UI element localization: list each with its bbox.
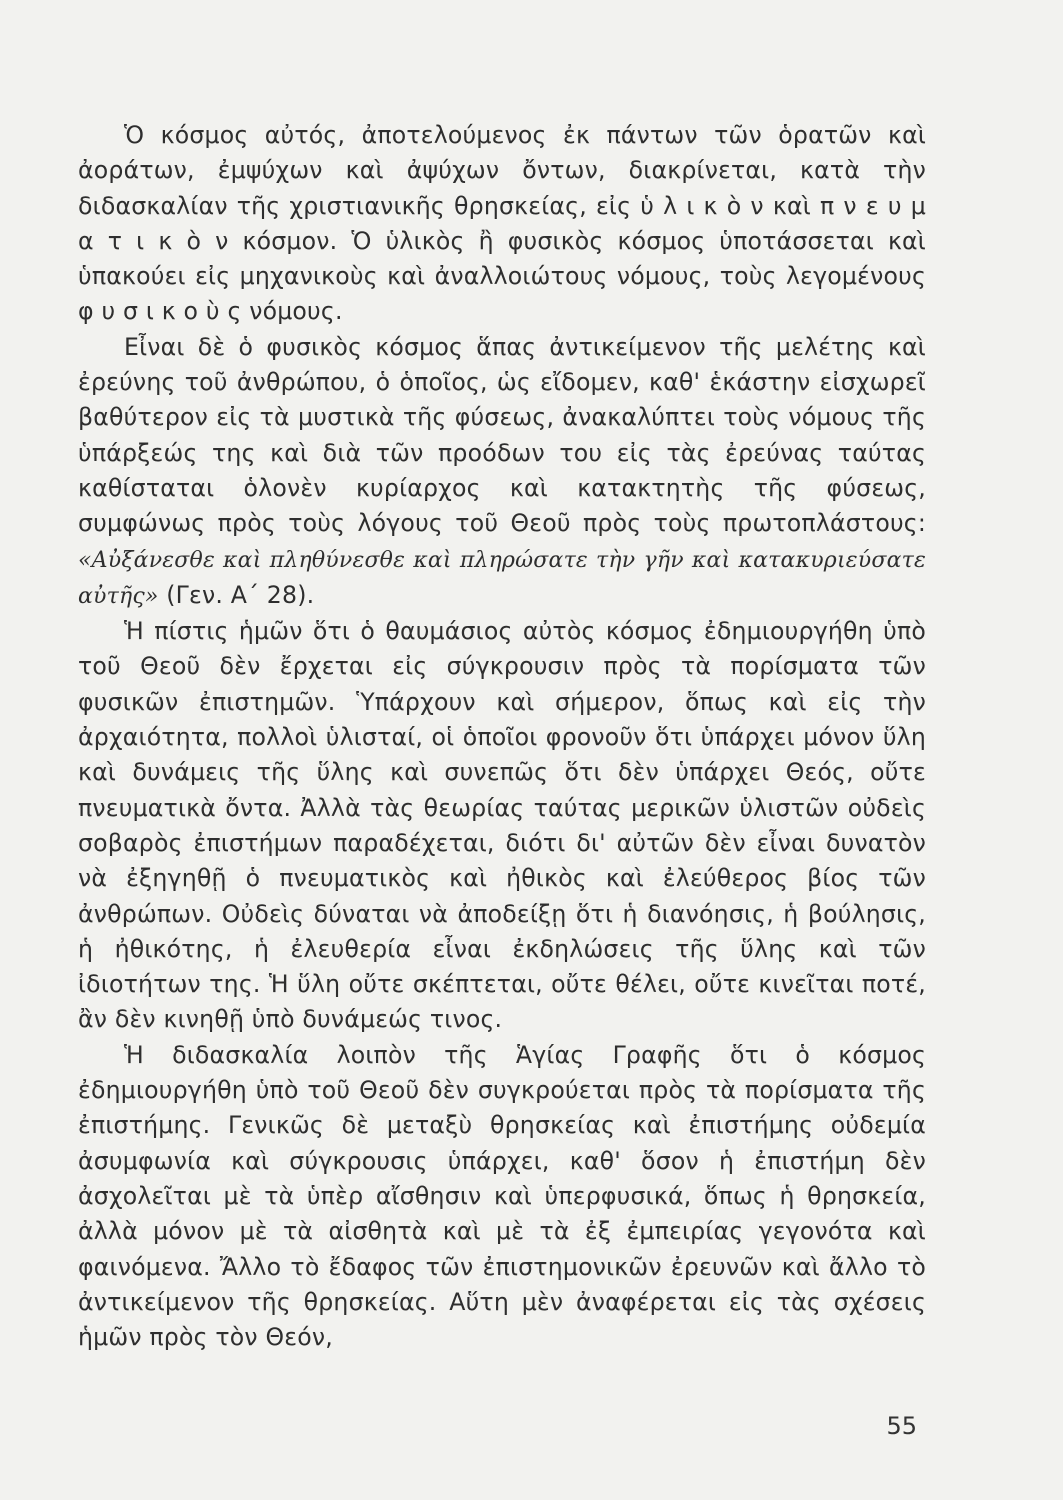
scripture-quote: «Αὐξάνεσθε καὶ πληθύνεσθε καὶ πληρώσατε τὴν γῆν καὶ κατακυριεύσατε αὐτῆς» <box>78 547 926 609</box>
paragraph-3: Ἡ πίστις ἡμῶν ὅτι ὁ θαυμάσιος αὐτὸς κόσμος ἐδημιουργήθη ὑπὸ τοῦ Θεοῦ δὲν ἔρχεται εἰς σύγκρουσιν πρὸς τὰ πορίσματα τῶν φυσικῶν ἐπιστημῶν. Ὑπάρχουν καὶ σήμερον, ὅπως καὶ εἰς τὴν ἀρχαιότητα, πολλοὶ ὑλισταί, οἱ ὁποῖοι φρονοῦν ὅτι ὑπάρχει μόνον ὕλη καὶ δυνάμεις τῆς ὕλης καὶ συνεπῶς ὅτι δὲν ὑπάρχει Θεός, οὔτε πνευματικὰ ὄντα. Ἀλλὰ τὰς θεωρίας ταύτας μερικῶν ὑλιστῶν οὐδεὶς σοβαρὸς ἐπιστήμων παραδέχεται, διότι δι' αὐτῶν δὲν εἶναι δυνατὸν νὰ ἐξηγηθῇ ὁ πνευματικὸς καὶ ἠθικὸς καὶ ἐλεύθερος βίος τῶν ἀνθρώπων. Οὐδεὶς δύναται νὰ ἀποδείξῃ ὅτι ἡ διανόησις, ἡ βούλησις, ἡ ἠθικότης, ἡ ἐλευθερία εἶναι ἐκδηλώσεις τῆς ὕλης καὶ τῶν ἰδιοτήτων της. Ἡ ὕλη οὔτε σκέπτεται, οὔτε θέλει, οὔτε κινεῖται ποτέ, ἂν δὲν κινηθῇ ὑπὸ δυνάμεώς τινος. <box>78 617 926 1034</box>
body-text <box>78 118 926 1355</box>
paragraph-4: Ἡ διδασκαλία λοιπὸν τῆς Ἁγίας Γραφῆς ὅτι ὁ κόσμος ἐδημιουργήθη ὑπὸ τοῦ Θεοῦ δὲν συγκρούεται πρὸς τὰ πορίσματα τῆς ἐπιστήμης. Γενικῶς δὲ μεταξὺ θρησκείας καὶ ἐπιστήμης οὐδεμία ἀσυμφωνία καὶ σύγκρουσις ὑπάρχει, καθ' ὅσον ἡ ἐπιστήμη δὲν ἀσχολεῖται μὲ τὰ ὑπὲρ αἴσθησιν καὶ ὑπερφυσικά, ὅπως ἡ θρησκεία, ἀλλὰ μόνον μὲ τὰ αἰσθητὰ καὶ μὲ τὰ ἐξ ἐμπειρίας γεγονότα καὶ φαινόμενα. Ἄλλο τὸ ἔδαφος τῶν ἐπιστημονικῶν ἐρευνῶν καὶ ἄλλο τὸ ἀντικείμενον τῆς θρησκείας. Αὕτη μὲν ἀναφέρεται εἰς τὰς σχέσεις ἡμῶν πρὸς τὸν Θεόν, <box>78 1040 926 1352</box>
paragraph-1: Ὁ κόσμος αὐτός, ἀποτελούμενος ἐκ πάντων τῶν ὁρατῶν καὶ ἀοράτων, ἐμψύχων καὶ ἀψύχων ὄντων, διακρίνεται, κατὰ τὴν διδασκαλίαν τῆς χριστιανικῆς θρησκείας, εἰς ὑ λ ι κ ὸ ν καὶ π ν ε υ μ α τ ι κ ὸ ν κόσμον. Ὁ ὑλικὸς ἢ φυσικὸς κόσμος ὑποτάσσεται καὶ ὑπακούει εἰς μηχανικοὺς καὶ ἀναλλοιώτους νόμους, τοὺς λεγομένους φ υ σ ι κ ο ὺ ς νόμους. <box>78 121 926 326</box>
scripture-reference: (Γεν. Α΄ 28). <box>166 580 315 609</box>
page-number: 55 <box>886 1412 917 1440</box>
paragraph-2 <box>78 330 926 614</box>
paragraph-2-text: Εἶναι δὲ ὁ φυσικὸς κόσμος ἅπας ἀντικείμενον τῆς μελέτης καὶ ἐρεύνης τοῦ ἀνθρώπου, ὁ ὁποῖος, ὡς εἴδομεν, καθ' ἑκάστην εἰσχωρεῖ βαθύτερον εἰς τὰ μυστικὰ τῆς φύσεως, ἀνακαλύπτει τοὺς νόμους τῆς ὑπάρξεώς της καὶ διὰ τῶν προόδων του εἰς τὰς ἐρεύνας ταύτας καθίσταται ὁλονὲν κυρίαρχος καὶ κατακτητὴς τῆς φύσεως, συμφώνως πρὸς τοὺς λόγους τοῦ Θεοῦ πρὸς τοὺς πρωτοπλάστους: <box>78 332 926 538</box>
